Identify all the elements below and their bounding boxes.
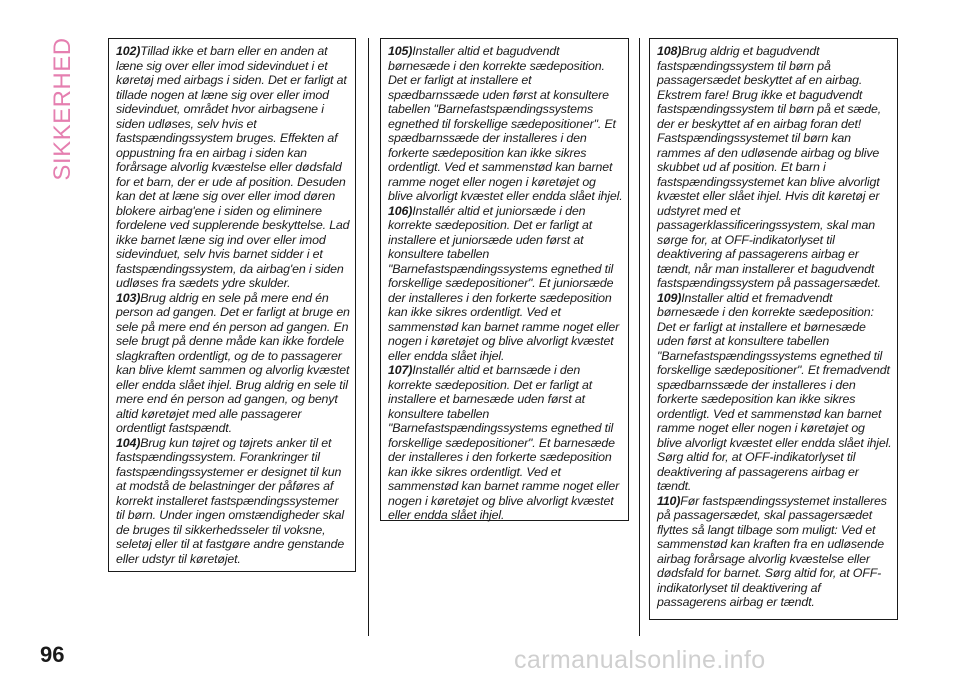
column-divider	[368, 38, 369, 636]
note-110	[657, 494, 892, 610]
note-number: 103)	[116, 290, 141, 305]
note-number: 110)	[657, 493, 681, 508]
section-title-text: SIKKERHED	[49, 37, 76, 181]
note-number: 107)	[388, 363, 413, 377]
note-104	[116, 436, 350, 567]
note-text: Installer altid et fremadvendt børnesæde i den korrekte sædeposition: Det er farligt at installere et børnesæde uden først at konsultere tabellen "Barnefastspændingssystems egnethed til forskellige sædepositioner". Et fremadvendt spædbarnssæde der installeres i den forkerte sædeposition kan ikke sikres ordentligt. Ved et sammenstød kan barnet ramme noget eller nogen i køretøjet og blive alvorligt kvæstet eller endda slået ihjel. Sørg altid for, at OFF-indikatorlyset til deaktivering af passagerens airbag er tændt.	[657, 290, 892, 493]
note-text: Installér altid et juniorsæde i den korrekte sædeposition. Det er farligt at installere et juniorsæde uden først at konsultere tabellen "Barnefastspændingssystems egnethed til forskellige sædepositioner". Et juniorsæde der installeres i den forkerte sædeposition kan ikke sikres ordentligt. Ved et sammenstød kan barnet ramme noget eller nogen i køretøjet og blive alvorligt kvæstet eller endda slået ihjel.	[388, 203, 620, 363]
note-103	[116, 291, 350, 436]
note-109	[657, 291, 892, 494]
note-text: Installer altid et bagudvendt børnesæde i den korrekte sædeposition. Det er farligt at installere et spædbarnssæde uden først at konsultere tabellen "Barnefastspændingssystems egnethed til forskellige sædepositioner". Et spædbarnssæde der installeres i den forkerte sædeposition kan ikke sikres ordentligt. Ved et sammenstød kan barnet ramme noget eller nogen i køretøjet og blive alvorligt kvæstet eller endda slået ihjel.	[388, 44, 623, 203]
note-text: Installér altid et barnsæde i den korrekte sædeposition. Det er farligt at installere et barnesæde uden først at konsultere tabellen "Barnefastspændingssystems egnethed til forskellige sædepositioner". Et barnesæde der installeres i den forkerte sædeposition kan ikke sikres ordentligt. Ved et sammenstød kan barnet ramme noget eller nogen i køretøjet og blive alvorligt kvæstet eller endda slået ihjel.	[388, 363, 620, 522]
note-106	[388, 204, 623, 364]
warning-box-middle	[380, 38, 629, 521]
note-number: 106)	[388, 203, 413, 218]
watermark: carmanualsonline.info	[514, 646, 766, 674]
note-number: 108)	[657, 44, 682, 58]
note-102	[116, 44, 350, 291]
note-text: Brug aldrig en sele på mere end én person ad gangen. Det er farligt at bruge en sele på mere end én person ad gangen. En sele brugt på denne måde kan ikke fordele slagkraften ordentligt, og de to passagerer kan blive klemt sammen og alvorlig kvæstet eller endda slået ihjel. Brug aldrig en sele til mere end én person ad gangen, og benyt altid køretøjet med alle passagerer ordentligt fastspændt.	[116, 290, 350, 435]
page-number: 96	[40, 642, 65, 667]
warning-box-left	[108, 38, 356, 572]
warning-box-right	[649, 38, 898, 620]
section-title	[49, 34, 76, 184]
note-text: Brug aldrig et bagudvendt fastspændingssystem til børn på passagersædet beskyttet af en airbag. Ekstrem fare! Brug ikke et bagudvendt fastspændingssystem til børn på et sæde, der er beskyttet af en airbag foran det! Fastspændingssystemet til børn kan rammes af den udløsende airbag og blive skubbet ud af position. Et barn i fastspændingssystemet kan blive alvorligt kvæstet eller slået ihjel. Hvis dit køretøj er udstyret med et passagerklassificeringssystem, skal man sørge for, at OFF-indikatorlyset til deaktivering af passagerens airbag er tændt, når man installerer et bagudvendt fastspændingssystem på passagersædet.	[657, 44, 882, 290]
note-number: 109)	[657, 290, 682, 305]
note-text: Tillad ikke et barn eller en anden at læne sig over eller imod sidevinduet i et køretøj med airbags i siden. Det er farligt at tillade nogen at læne sig over eller imod sidevinduet, området hvor airbagsene i siden udløses, selv hvis et fastspændingssystem bruges. Effekten af oppustning fra en airbag i siden kan forårsage alvorlig kvæstelse eller dødsfald for et barn, der er ude af position. Desuden kan det at læne sig over eller imod døren blokere airbag'ene i siden og eliminere fordelene ved supplerende beskyttelse. Lad ikke barnet læne sig ind over eller imod sidevinduet, selv hvis barnet sidder i et fastspændingssystem, da airbag'en i siden udløses fra sædets ydre skulder.	[116, 44, 350, 290]
note-105	[388, 44, 623, 204]
note-number: 102)	[116, 44, 141, 58]
note-number: 105)	[388, 44, 413, 58]
note-text: Før fastspændingssystemet installeres på passagersædet, skal passagersædet flyttes så langt tilbage som muligt: Ved et sammenstød kan kraften fra en udløsende airbag forårsage alvorlig kvæstelse eller dødsfald for barnet. Sørg altid for, at OFF-indikatorlyset til deaktivering af passagerens airbag er tændt.	[657, 493, 887, 609]
note-107	[388, 363, 623, 523]
note-number: 104)	[116, 435, 141, 450]
column-divider	[639, 38, 640, 636]
note-108	[657, 44, 892, 291]
note-text: Brug kun tøjret og tøjrets anker til et fastspændingssystem. Forankringer til fastspændingssystemer er designet til kun at modstå de belastninger der påføres af korrekt installeret fastspændingssystemer til børn. Under ingen omstændigheder skal de bruges til sikkerhedsseler til voksne, seletøj eller til at fastgøre andre genstande eller udstyr til køretøjet.	[116, 435, 345, 566]
